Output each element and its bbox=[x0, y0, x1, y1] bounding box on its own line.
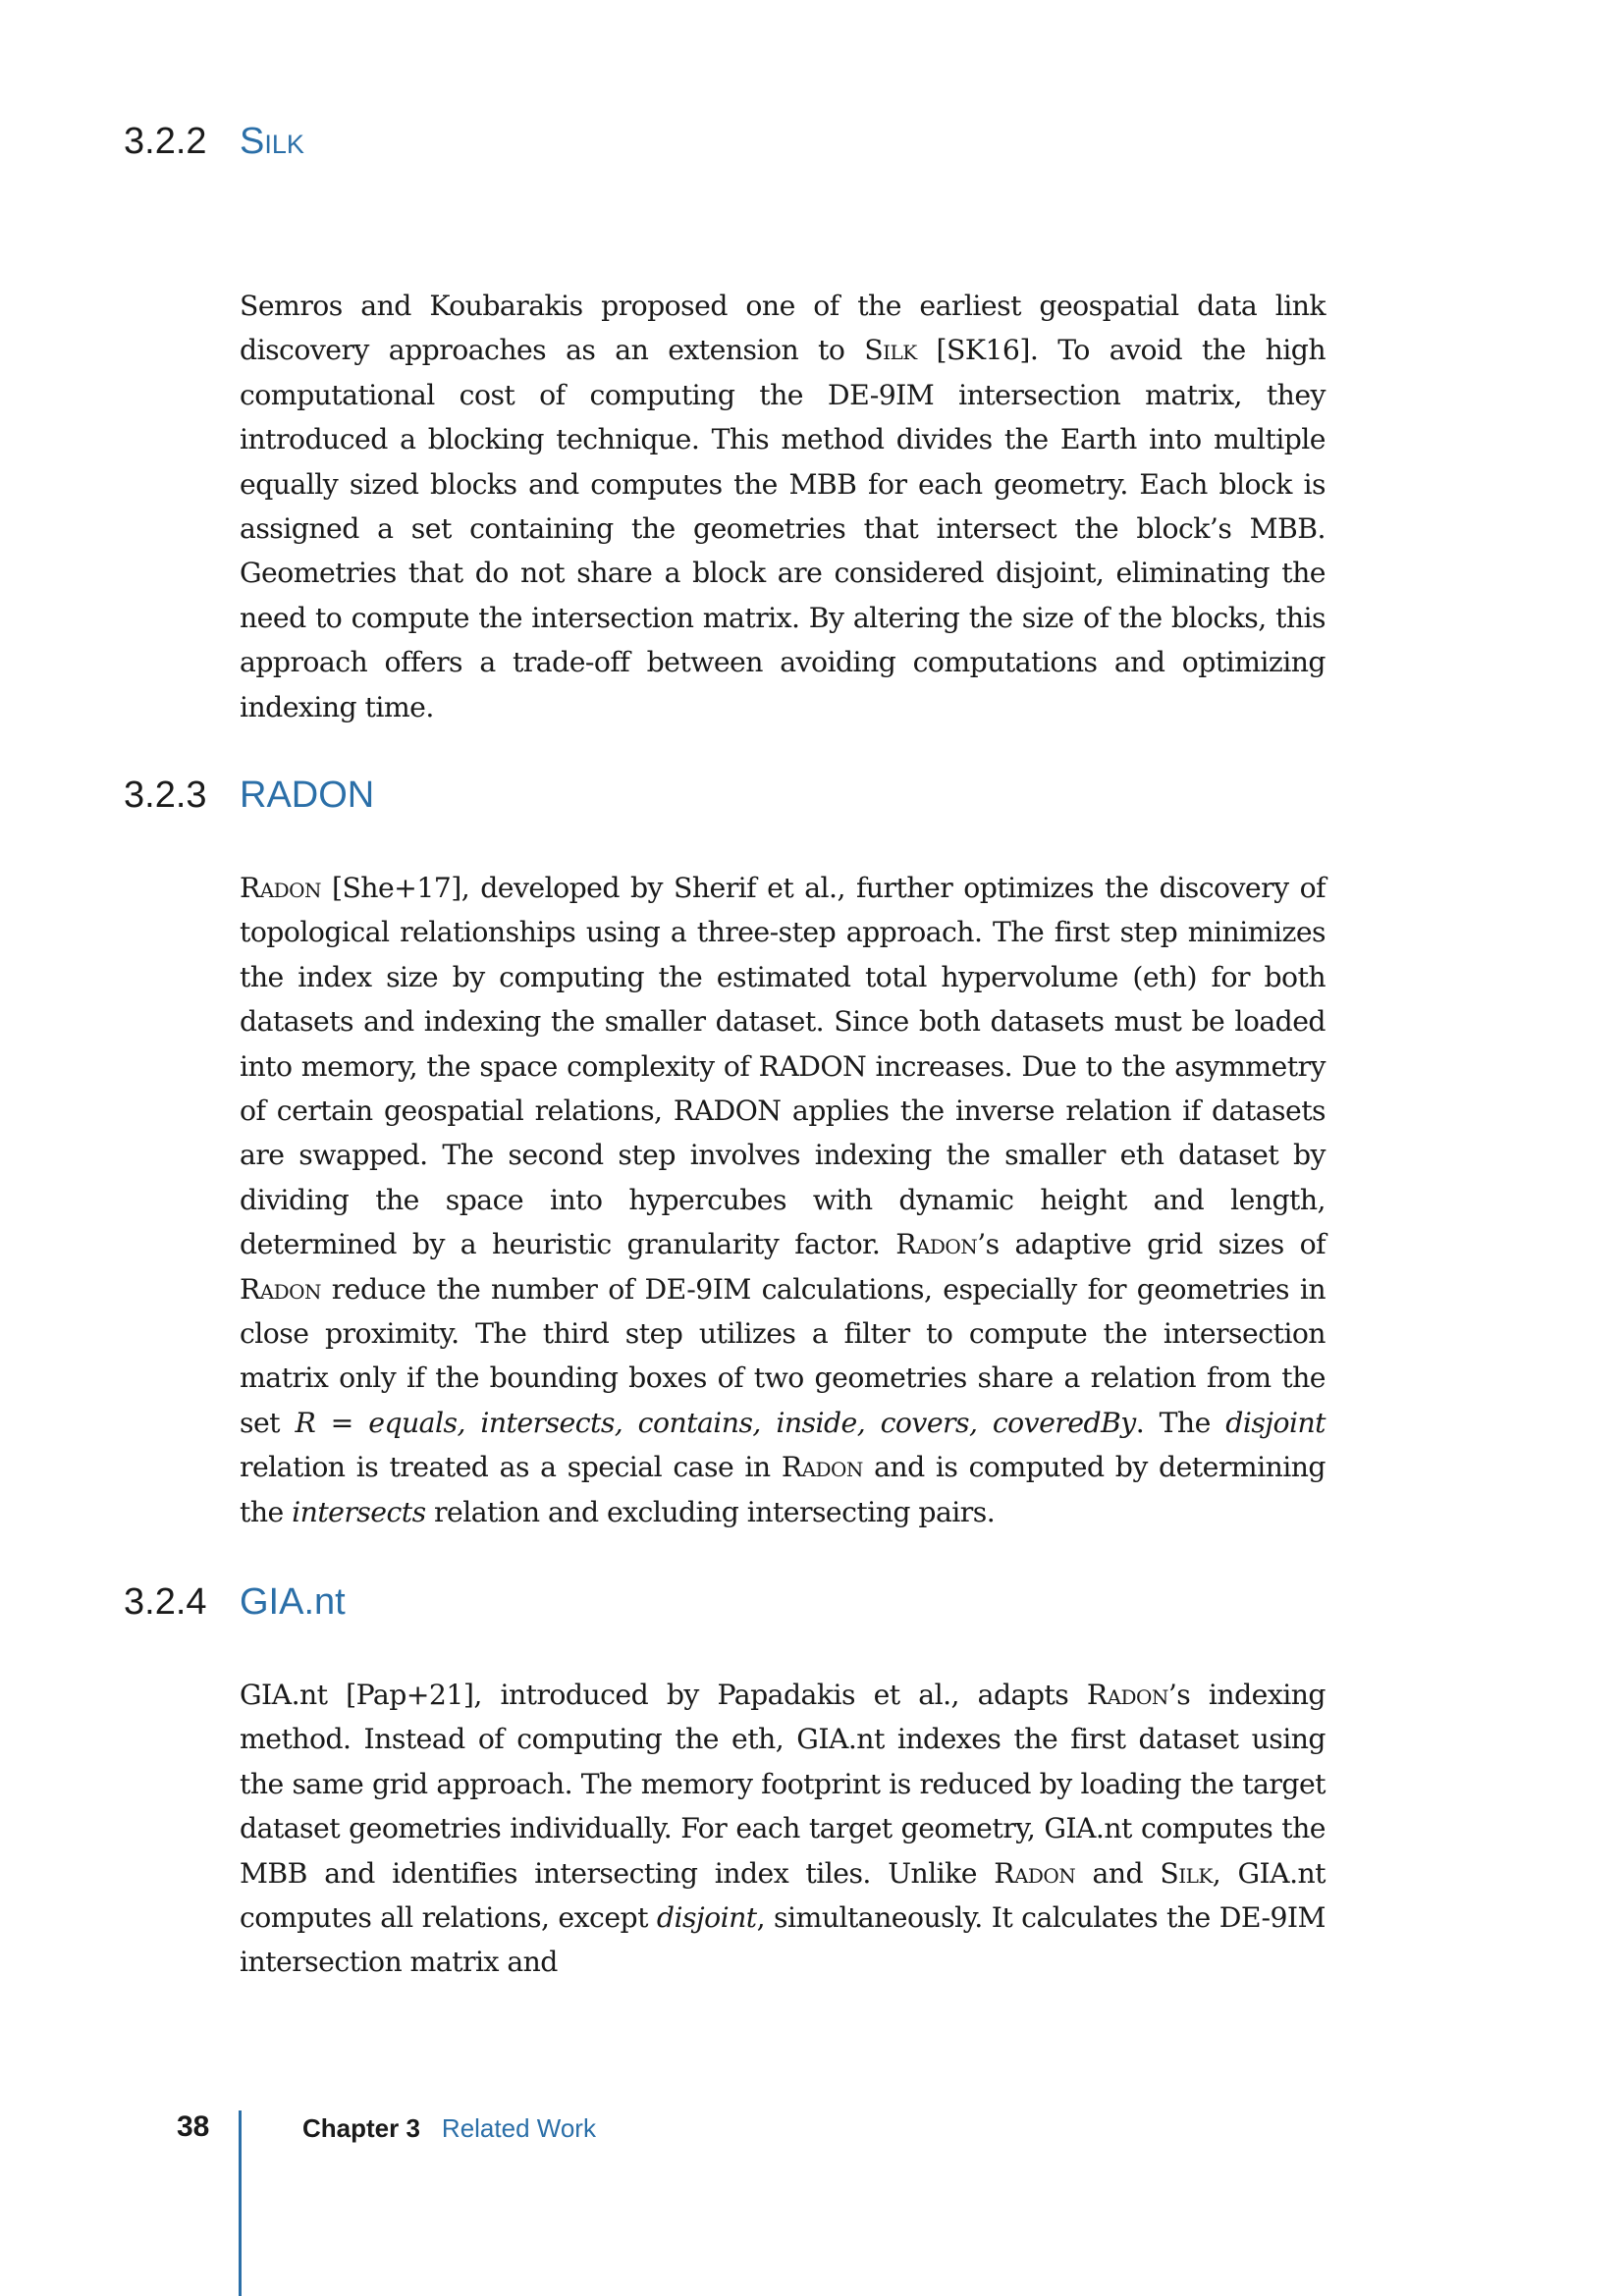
text-run: [SK16]. To avoid the high computational cost of computing the DE-9IM intersection matrix, they introduced a blocking technique. This method divides the Earth into multiple equally sized blocks and computes the MBB for each geometry. Each block is assigned a set containing the geometries that intersect the block’s MBB. Geometries that do not share a block are considered disjoint, eliminating the need to compute the intersection matrix. By altering the size of the blocks, this approach offers a trade-off between avoiding computations and optimizing indexing time. bbox=[240, 334, 1326, 723]
text-run: and bbox=[1075, 1856, 1161, 1890]
chapter-name: Related Work bbox=[441, 2113, 596, 2143]
section-heading-3-2-3 bbox=[124, 774, 374, 817]
text-run: , GIA.nt computes all relations, except bbox=[240, 1856, 1326, 1935]
text-run: reduce the number of DE-9IM calculations, especially for geometries in close proximity. The third step utilizes a filter to compute the intersection matrix only if the bounding boxes of two geometries share a relation from the set bbox=[240, 1272, 1326, 1439]
text-run: Radon bbox=[240, 872, 321, 904]
math-expression: R = equals, intersects, contains, inside, covers, coveredBy bbox=[295, 1406, 1136, 1439]
section-title: Silk bbox=[240, 121, 304, 162]
text-run: Silk bbox=[864, 334, 917, 367]
text-run: relation is treated as a special case in bbox=[240, 1451, 782, 1484]
text-run: Radon bbox=[1086, 1679, 1168, 1711]
text-run-italic: intersects bbox=[292, 1495, 426, 1528]
text-run: Radon bbox=[240, 1272, 321, 1306]
text-run-italic: disjoint bbox=[1225, 1406, 1326, 1439]
text-run: and is computed by determining the bbox=[240, 1451, 1326, 1528]
paragraph-gia-nt bbox=[240, 1673, 1326, 1985]
text-run: Silk bbox=[1160, 1856, 1213, 1890]
text-run: [She+17], developed by Sherif et al., further optimizes the discovery of topological relationships using a three-step approach. The first step minimizes the index size by computing the estimated total hypervolume (eth) for both datasets and indexing the smaller dataset. Since both datasets must be loaded into memory, the space complexity of RADON increases. Due to the asymmetry of certain geospatial relations, RADON applies the inverse relation if datasets are swapped. The second step involves indexing the smaller eth dataset by dividing the space into hypercubes with dynamic height and length, determined by a heuristic granularity factor. bbox=[240, 872, 1326, 1261]
text-run: Radon bbox=[994, 1856, 1076, 1890]
running-footer bbox=[302, 2113, 596, 2144]
section-number: 3.2.3 bbox=[124, 774, 207, 816]
footer-rule bbox=[239, 2110, 242, 2296]
text-run: . The bbox=[1135, 1406, 1226, 1439]
text-run: Radon bbox=[781, 1451, 863, 1484]
section-number: 3.2.2 bbox=[124, 121, 207, 162]
section-title: RADON bbox=[240, 774, 375, 816]
text-run: relation and excluding intersecting pairs. bbox=[425, 1495, 996, 1528]
paragraph-radon bbox=[240, 866, 1326, 1534]
chapter-label: Chapter 3 bbox=[302, 2113, 420, 2143]
text-run: GIA.nt [Pap+21], introduced by Papadakis et al., adapts bbox=[240, 1679, 1087, 1711]
text-run: ’s indexing method. Instead of computing the eth, GIA.nt indexes the first dataset using the same grid approach. The memory footprint is reduced by loading the target dataset geometries individually. For each target geometry, GIA.nt computes the MBB and identifies intersecting index tiles. Unlike bbox=[240, 1679, 1326, 1890]
page-number: 38 bbox=[177, 2110, 210, 2143]
section-title: GIA.nt bbox=[240, 1581, 346, 1623]
paragraph-silk bbox=[240, 284, 1326, 729]
text-run: , simultaneously. It calculates the DE-9IM intersection matrix and bbox=[240, 1901, 1326, 1979]
section-number: 3.2.4 bbox=[124, 1581, 207, 1623]
text-run: Radon bbox=[895, 1228, 978, 1261]
section-heading-3-2-4 bbox=[124, 1580, 346, 1624]
text-run: Semros and Koubarakis proposed one of the earliest geospatial data link discovery approaches as an extension to bbox=[240, 290, 1326, 367]
text-run-italic: disjoint bbox=[656, 1901, 757, 1935]
text-run: ’s adaptive grid sizes of bbox=[977, 1228, 1326, 1261]
section-heading-3-2-2 bbox=[124, 120, 304, 163]
